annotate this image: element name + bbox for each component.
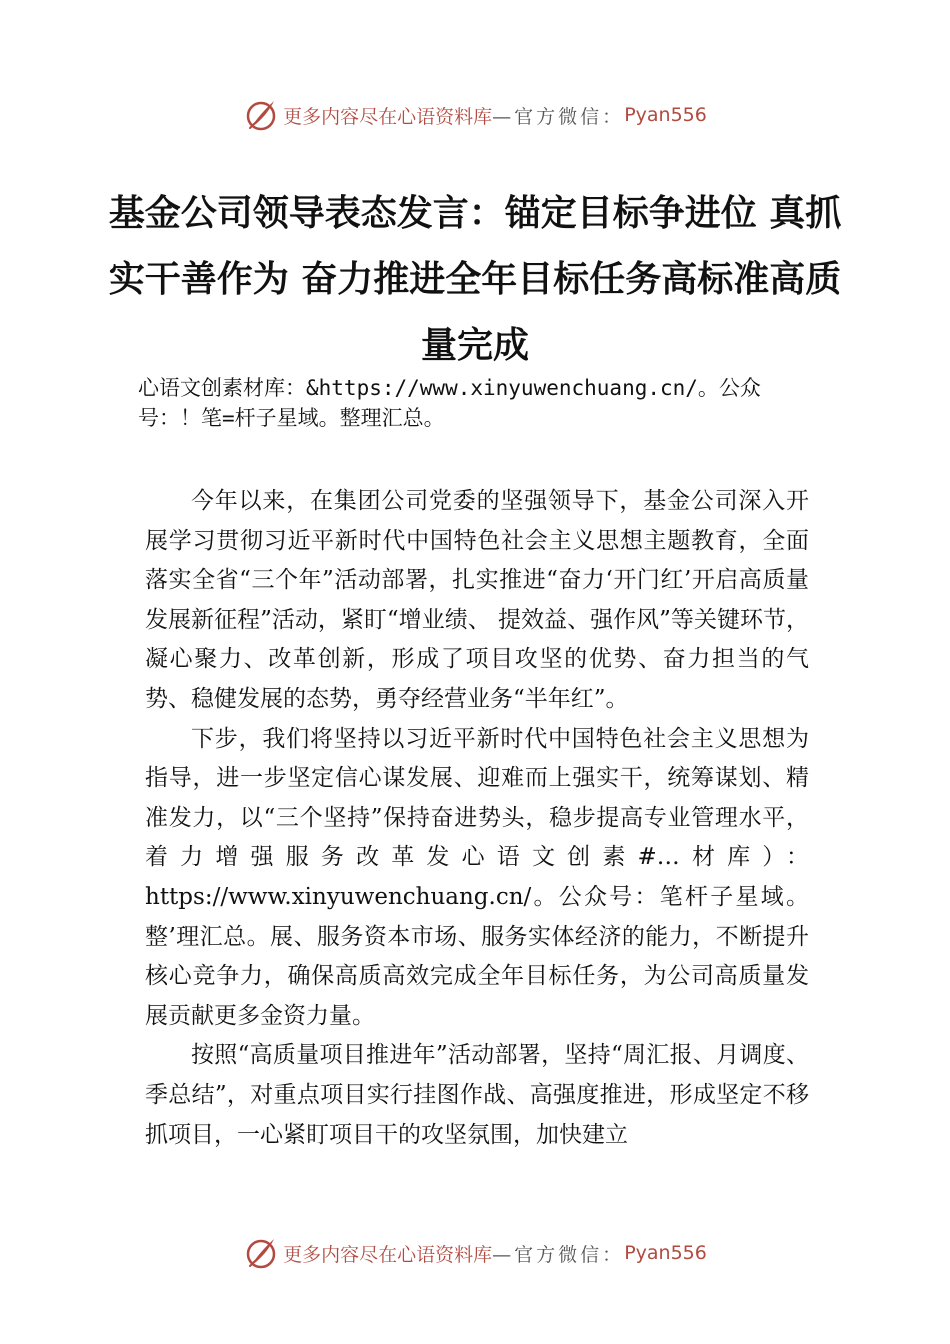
quill-pen-logo-icon xyxy=(243,97,279,133)
body-paragraph-2: 下步，我们将坚持以习近平新时代中国特色社会主义思想为指导，进一步坚定信心谋发展、迎难而上强实干，统筹谋划、精准发力，以“三个坚持”保持奋进势头，稳步提高专业管理水平，着力增强服务改革发心语文创素#…材库）：https://www.xinyuwenchuang.cn/。公众号：笔杆子星域。整’理汇总。展、服务资本市场、服务实体经济的能力，不断提升核心竞争力，确保高质高效完成全年目标任务，为公司高质量发展贡献更多金资力量。 xyxy=(145,725,809,1029)
header-banner xyxy=(0,93,950,137)
body-paragraph-1: 今年以来，在集团公司党委的坚强领导下，基金公司深入开展学习贯彻习近平新时代中国特色社会主义思想主题教育，全面落实全省“三个年”活动部署，扎实推进“奋力‘开门红’开启高质量发展新征程”活动，紧盯“增业绩、 提效益、强作风”等关键环节，凝心聚力、改革创新，形成了项目攻坚的优势、奋力担当的气势、稳健发展的态势，勇夺经营业务“半年红”。 xyxy=(145,488,809,712)
banner-main-text: 更多内容尽在心语资料库 xyxy=(283,1243,493,1266)
banner-wechat-id: Pyan556 xyxy=(624,1242,707,1264)
quill-pen-logo-icon xyxy=(243,1235,279,1271)
document-title: 基金公司领导表态发言：锚定目标争进位 真抓实干善作为 奋力推进全年目标任务高标准高质量完成 xyxy=(108,192,842,366)
source-note: 心语文创素材库：&https://www.xinyuwenchuang.cn/。公众号：！笔=杆子星域。整理汇总。 xyxy=(138,376,761,430)
banner-wechat-id: Pyan556 xyxy=(624,104,707,126)
body-paragraph-3: 按照“高质量项目推进年”活动部署，坚持“周汇报、月调度、季总结”，对重点项目实行挂图作战、高强度推进，形成坚定不移抓项目，一心紧盯项目干的攻坚氛围，加快建立 xyxy=(145,1042,809,1148)
banner-suffix-text: —官方微信： xyxy=(492,105,625,128)
document-body xyxy=(145,482,809,1155)
banner-main-text: 更多内容尽在心语资料库 xyxy=(283,105,493,128)
banner-suffix-text: —官方微信： xyxy=(492,1243,625,1266)
footer-banner xyxy=(0,1231,950,1275)
